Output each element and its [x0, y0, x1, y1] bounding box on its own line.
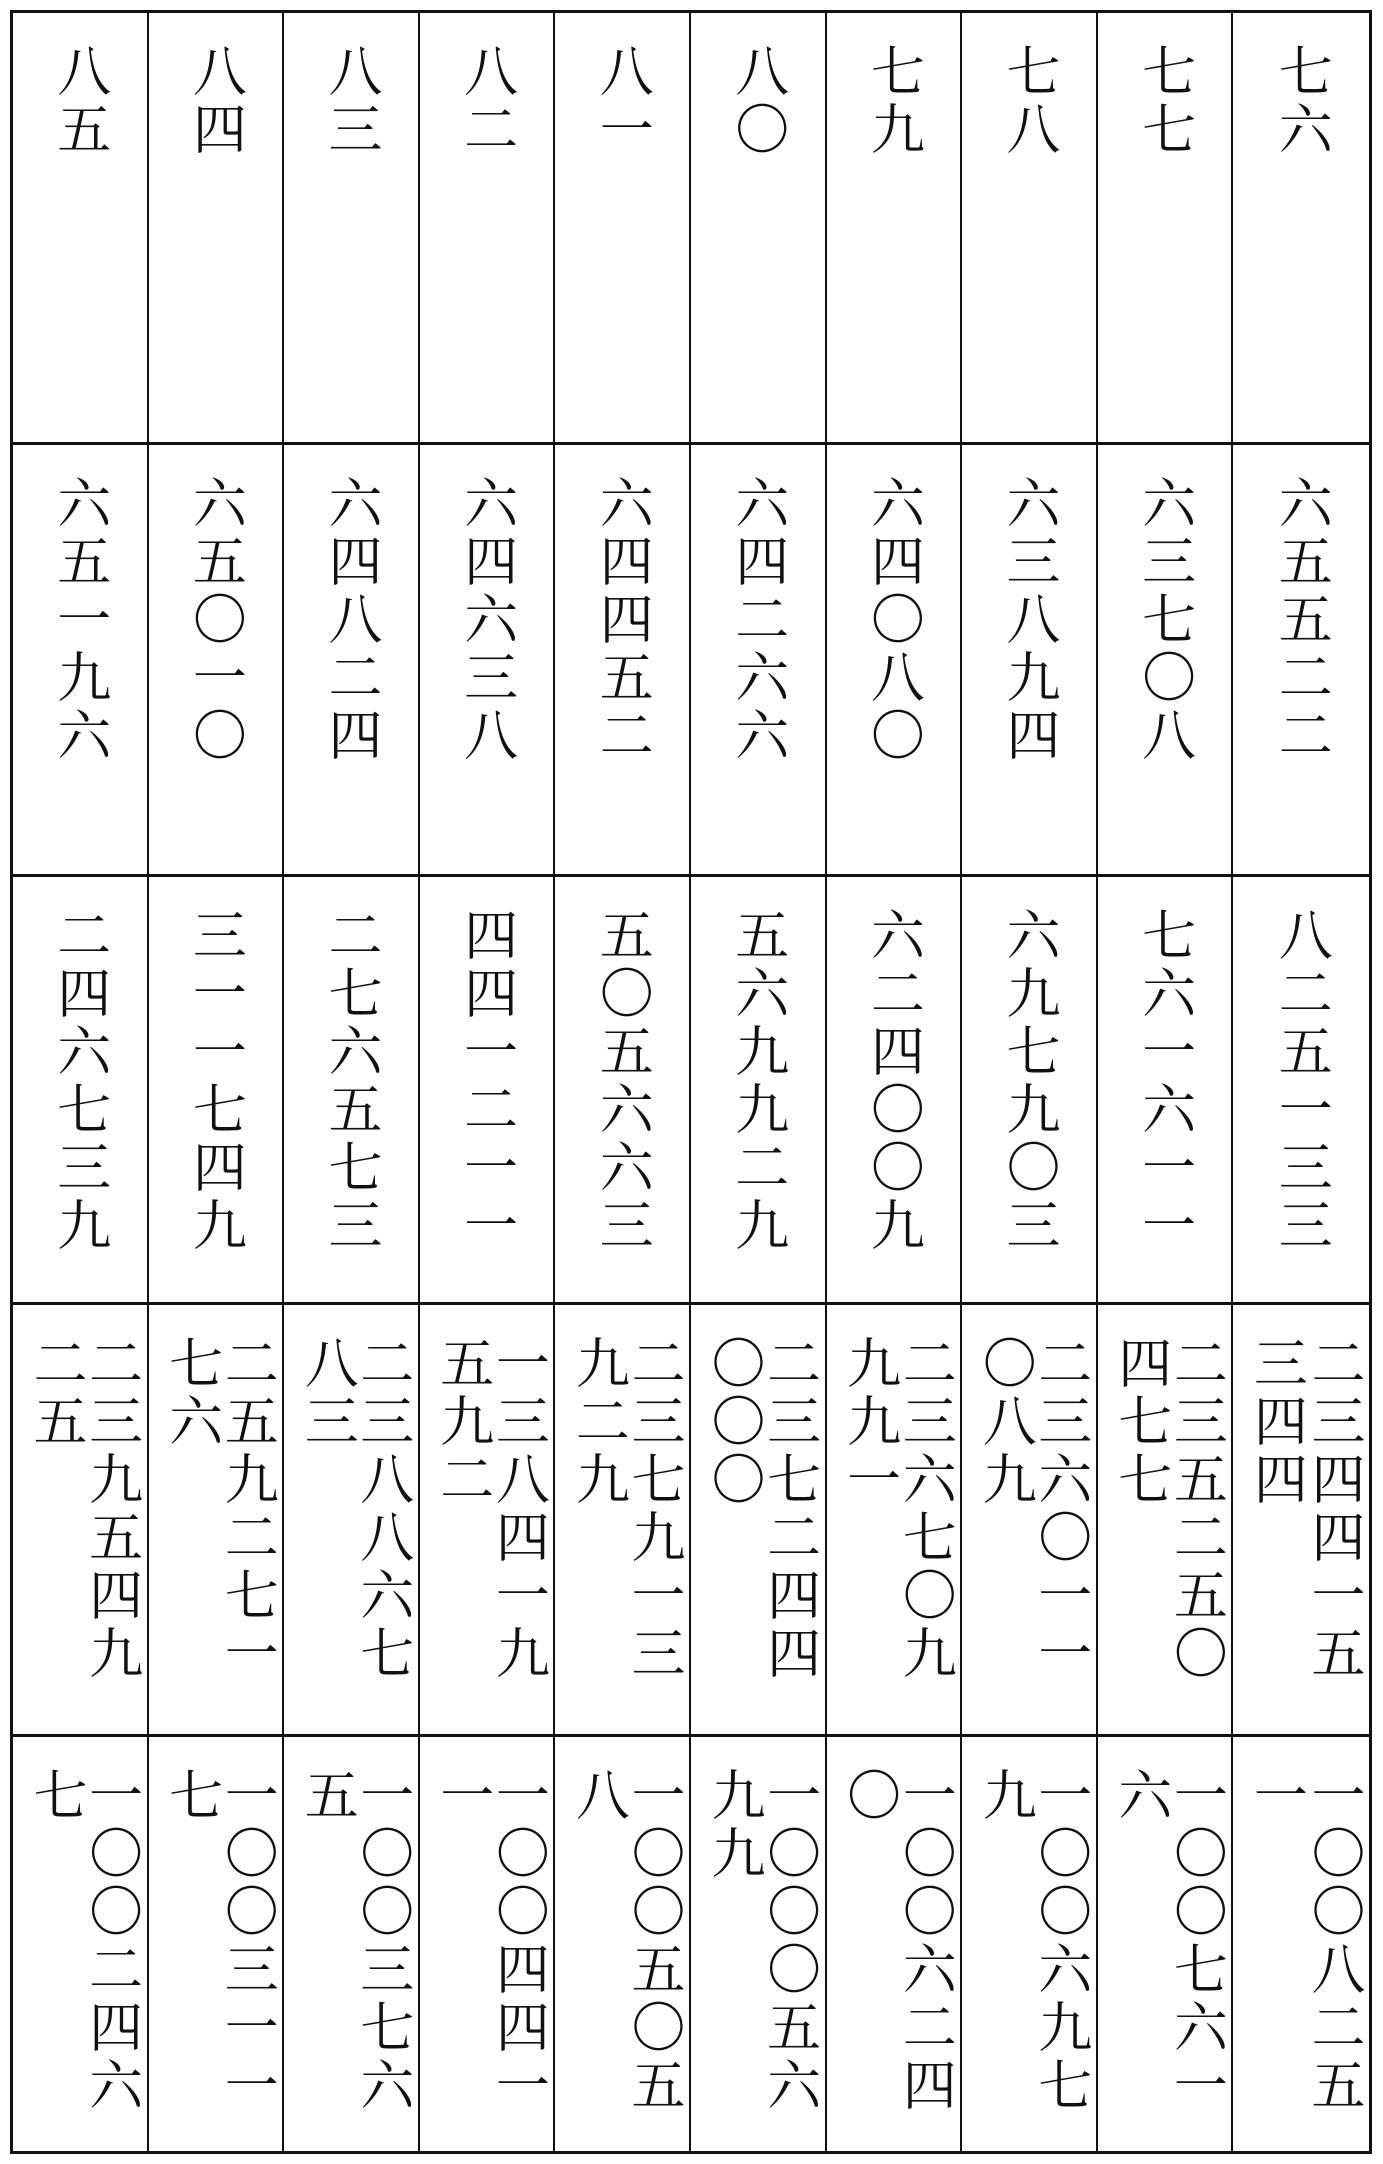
table-cell — [962, 1737, 1098, 2151]
table-cell — [420, 1737, 556, 2151]
table-cell — [827, 445, 963, 877]
cell-text-secondary: 五 — [296, 1767, 360, 1825]
numeric-table — [10, 10, 1372, 2154]
table-cell — [1098, 13, 1234, 445]
cell-text-secondary: 七 — [25, 1767, 88, 1825]
cell-text-primary: 一三八四一九 — [487, 1335, 551, 1683]
cell-text: 三一一七四九 — [184, 907, 248, 1255]
table-cell — [1233, 877, 1369, 1305]
cell-text-primary: 一〇〇六九七 — [1029, 1767, 1093, 2115]
cell-text-primary: 二三七二四四 — [758, 1335, 822, 1683]
table-cell — [827, 13, 963, 445]
cell-text-secondary: 九九一 — [838, 1335, 902, 1509]
cell-text-secondary: 〇 — [838, 1767, 902, 1825]
cell-text-secondary: 八 — [567, 1767, 631, 1825]
cell-text-secondary: 九二九 — [567, 1335, 631, 1509]
table-cell — [13, 1305, 149, 1737]
cell-text: 八二五一三三 — [1270, 907, 1334, 1255]
cell-text-secondary: 八三 — [296, 1335, 360, 1451]
cell-text: 七九 — [862, 43, 926, 159]
table-cell — [555, 1305, 691, 1737]
table-cell — [284, 1305, 420, 1737]
cell-text-primary: 二三四四一五 — [1303, 1335, 1366, 1683]
cell-text: 八〇 — [726, 43, 790, 159]
cell-text: 五〇五六六三 — [591, 907, 655, 1255]
cell-text-primary: 二三六〇一一 — [1029, 1335, 1093, 1683]
table-cell — [149, 877, 285, 1305]
table-cell — [13, 13, 149, 445]
cell-text-primary: 二三六七〇九 — [894, 1335, 958, 1683]
table-cell — [149, 1737, 285, 2151]
cell-text-primary: 一〇〇七六一 — [1165, 1767, 1229, 2115]
cell-text-secondary: 九九 — [703, 1767, 766, 1883]
table-cell — [420, 13, 556, 445]
cell-text: 六五五二二 — [1270, 475, 1334, 765]
cell-text: 二四六七三九 — [48, 907, 112, 1255]
table-cell — [827, 1737, 963, 2151]
table-cell — [420, 1305, 556, 1737]
table-cell — [1233, 1737, 1369, 2151]
table-cell — [284, 1737, 420, 2151]
table-cell — [149, 445, 285, 877]
table-cell — [962, 445, 1098, 877]
cell-text-secondary: 九 — [974, 1767, 1038, 1825]
table-cell — [1233, 1305, 1369, 1737]
cell-text-primary: 二三七九一三 — [623, 1335, 686, 1683]
cell-text: 四四一二一一 — [455, 907, 519, 1255]
table-cell — [13, 1737, 149, 2151]
cell-text-primary: 二三八八六七 — [351, 1335, 415, 1683]
cell-text: 七六一六一一 — [1133, 907, 1197, 1255]
cell-text: 八三 — [319, 43, 383, 159]
cell-text: 七六 — [1270, 43, 1334, 159]
cell-text: 七八 — [997, 43, 1061, 159]
cell-text: 八四 — [184, 43, 248, 159]
cell-text: 六四八二四 — [319, 475, 383, 765]
cell-text: 六二四〇〇九 — [862, 907, 926, 1255]
table-cell — [827, 877, 963, 1305]
cell-text-primary: 二五九二七一 — [216, 1335, 280, 1683]
cell-text: 六九七九〇三 — [997, 907, 1061, 1255]
cell-text: 六四六三八 — [455, 475, 519, 765]
cell-text-secondary: 一 — [431, 1767, 495, 1825]
cell-text-secondary: 二五 — [25, 1335, 88, 1451]
cell-text: 六五〇一〇 — [184, 475, 248, 765]
cell-text-secondary: 三四四 — [1245, 1335, 1309, 1509]
table-cell — [1098, 1305, 1234, 1737]
table-cell — [149, 1305, 285, 1737]
table-cell — [420, 877, 556, 1305]
table-cell — [1233, 445, 1369, 877]
cell-text-primary: 一〇〇五〇五 — [623, 1767, 686, 2115]
table-cell — [284, 445, 420, 877]
cell-text: 八一 — [591, 43, 655, 159]
table-cell — [555, 445, 691, 877]
table-cell — [691, 1737, 827, 2151]
table-cell — [962, 1305, 1098, 1737]
table-cell — [555, 1737, 691, 2151]
table-cell — [827, 1305, 963, 1737]
cell-text: 八二 — [455, 43, 519, 159]
table-cell — [284, 877, 420, 1305]
table-cell — [149, 13, 285, 445]
cell-text: 二七六五七三 — [319, 907, 383, 1255]
cell-text-primary: 一〇〇八二五 — [1303, 1767, 1366, 2115]
table-cell — [555, 13, 691, 445]
cell-text-primary: 一〇〇三一一 — [216, 1767, 280, 2115]
cell-text: 六三七〇八 — [1133, 475, 1197, 765]
table-cell — [691, 13, 827, 445]
cell-text: 八五 — [48, 43, 112, 159]
cell-text: 七七 — [1133, 43, 1197, 159]
cell-text-secondary: 七六 — [160, 1335, 224, 1451]
table-cell — [13, 877, 149, 1305]
table-cell — [691, 445, 827, 877]
cell-text: 六四二六六 — [726, 475, 790, 765]
cell-text-secondary: 五九二 — [431, 1335, 495, 1509]
cell-text: 六五一九六 — [48, 475, 112, 765]
table-cell — [284, 13, 420, 445]
cell-text-primary: 二三九五四九 — [80, 1335, 144, 1683]
cell-text-secondary: 七 — [160, 1767, 224, 1825]
cell-text-primary: 一〇〇〇五六 — [758, 1767, 822, 2115]
table-cell — [1098, 877, 1234, 1305]
cell-text-primary: 一〇〇四四一 — [487, 1767, 551, 2115]
cell-text: 六三八九四 — [997, 475, 1061, 765]
table-cell — [962, 13, 1098, 445]
table-cell — [1098, 1737, 1234, 2151]
cell-text-secondary: 四七七 — [1109, 1335, 1173, 1509]
table-cell — [555, 877, 691, 1305]
table-cell — [420, 445, 556, 877]
cell-text-primary: 一〇〇三七六 — [351, 1767, 415, 2115]
table-cell — [691, 1305, 827, 1737]
cell-text: 六四〇八〇 — [862, 475, 926, 765]
cell-text: 六四四五二 — [591, 475, 655, 765]
table-cell — [1098, 445, 1234, 877]
cell-text: 五六九九二九 — [726, 907, 790, 1255]
cell-text-secondary: 〇〇〇 — [703, 1335, 766, 1509]
cell-text-secondary: 一 — [1245, 1767, 1309, 1825]
table-cell — [691, 877, 827, 1305]
cell-text-secondary: 六 — [1109, 1767, 1173, 1825]
cell-text-primary: 一〇〇六二四 — [894, 1767, 958, 2115]
table-cell — [1233, 13, 1369, 445]
table-cell — [962, 877, 1098, 1305]
cell-text-secondary: 〇八九 — [974, 1335, 1038, 1509]
cell-text-primary: 二三五二五〇 — [1165, 1335, 1229, 1683]
cell-text-primary: 一〇〇二四六 — [80, 1767, 144, 2115]
table-cell — [13, 445, 149, 877]
